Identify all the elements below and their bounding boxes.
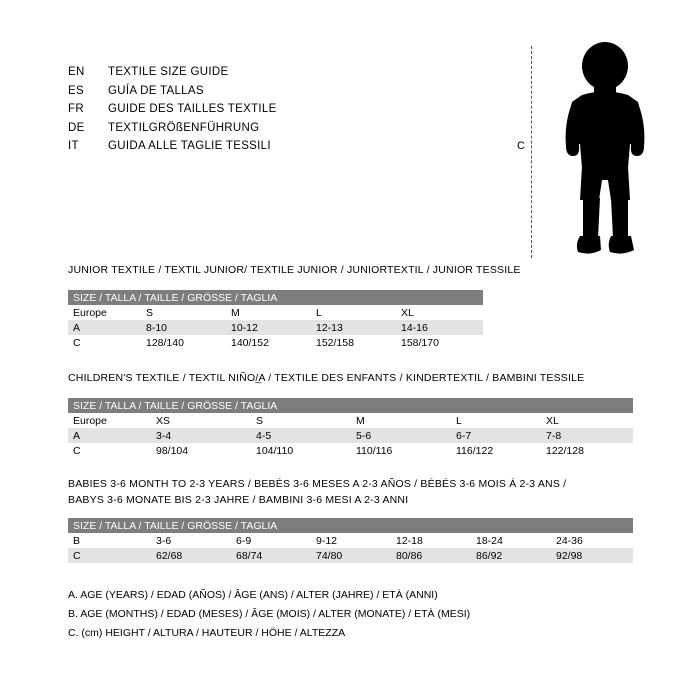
row-label: C bbox=[68, 443, 153, 458]
language-title: GUIDA ALLE TAGLIE TESSILI bbox=[108, 140, 271, 153]
height-measure-line bbox=[531, 46, 532, 258]
language-title: TEXTILE SIZE GUIDE bbox=[108, 66, 229, 79]
row-value: 98/104 bbox=[153, 443, 253, 458]
row-value: 80/86 bbox=[393, 548, 473, 563]
junior-size-table bbox=[68, 290, 483, 350]
table-row bbox=[68, 548, 633, 563]
row-value: L bbox=[453, 413, 543, 428]
language-title: TEXTILGRÖßENFÜHRUNG bbox=[108, 121, 260, 134]
language-title: GUIDE DES TAILLES TEXTILE bbox=[108, 103, 277, 116]
row-value: 122/128 bbox=[543, 443, 633, 458]
row-value: 18-24 bbox=[473, 533, 553, 548]
height-measure-label: C bbox=[517, 140, 525, 152]
row-value: 24-36 bbox=[553, 533, 633, 548]
row-value: 12-13 bbox=[313, 320, 398, 335]
row-value: S bbox=[253, 413, 353, 428]
row-value: S bbox=[143, 305, 228, 320]
row-label: B bbox=[68, 533, 153, 548]
row-value: 3-4 bbox=[153, 428, 253, 443]
table-header-row bbox=[68, 518, 633, 533]
row-value: 92/98 bbox=[553, 548, 633, 563]
row-value: 12-18 bbox=[393, 533, 473, 548]
babies-section-title-line1: BABIES 3-6 MONTH TO 2-3 YEARS / BEBÉS 3-6 MESES A 2-3 AÑOS / BÉBÉS 3-6 MOIS À 2-3 ANS / bbox=[68, 478, 567, 490]
legend-item-a: A. AGE (YEARS) / EDAD (AÑOS) / ÂGE (ANS) / ALTER (JAHRE) / ETÀ (ANNI) bbox=[68, 589, 438, 601]
row-value: 74/80 bbox=[313, 548, 393, 563]
language-row bbox=[68, 119, 277, 138]
row-value: 7-8 bbox=[543, 428, 633, 443]
row-value: 116/122 bbox=[453, 443, 543, 458]
language-row bbox=[68, 63, 277, 82]
language-code: IT bbox=[68, 140, 79, 153]
row-label: A bbox=[68, 320, 143, 335]
row-value: 158/170 bbox=[398, 335, 483, 350]
row-value: M bbox=[353, 413, 453, 428]
row-value: 68/74 bbox=[233, 548, 313, 563]
language-row bbox=[68, 137, 277, 156]
row-value: 140/152 bbox=[228, 335, 313, 350]
row-label: A bbox=[68, 428, 153, 443]
table-row bbox=[68, 335, 483, 350]
children-size-table bbox=[68, 398, 633, 458]
table-row bbox=[68, 443, 633, 458]
row-value: XL bbox=[543, 413, 633, 428]
legend bbox=[68, 586, 470, 643]
row-value: 4-5 bbox=[253, 428, 353, 443]
row-value: XL bbox=[398, 305, 483, 320]
language-code: DE bbox=[68, 121, 85, 134]
language-title: GUÍA DE TALLAS bbox=[108, 84, 204, 97]
table-header-row bbox=[68, 290, 483, 305]
row-value: 14-16 bbox=[398, 320, 483, 335]
row-label: C bbox=[68, 548, 153, 563]
table-row bbox=[68, 413, 633, 428]
row-label: Europe bbox=[68, 305, 143, 320]
table-row bbox=[68, 428, 633, 443]
table-header-row bbox=[68, 398, 633, 413]
babies-size-table bbox=[68, 518, 633, 563]
row-value: L bbox=[313, 305, 398, 320]
size-header-cell: SIZE / TALLA / TAILLE / GRÖSSE / TAGLIA bbox=[68, 290, 483, 305]
junior-section-title: JUNIOR TEXTILE / TEXTIL JUNIOR/ TEXTILE JUNIOR / JUNIORTEXTIL / JUNIOR TESSILE bbox=[68, 264, 521, 276]
row-value: 104/110 bbox=[253, 443, 353, 458]
size-header-cell: SIZE / TALLA / TAILLE / GRÖSSE / TAGLIA bbox=[68, 518, 633, 533]
size-header-cell: SIZE / TALLA / TAILLE / GRÖSSE / TAGLIA bbox=[68, 398, 633, 413]
language-code: ES bbox=[68, 84, 84, 97]
language-row bbox=[68, 100, 277, 119]
language-list bbox=[68, 63, 277, 156]
table-row bbox=[68, 533, 633, 548]
row-value: 86/92 bbox=[473, 548, 553, 563]
row-value: 152/158 bbox=[313, 335, 398, 350]
language-code: FR bbox=[68, 103, 84, 116]
row-value: 128/140 bbox=[143, 335, 228, 350]
language-code: EN bbox=[68, 66, 85, 79]
row-value: 6-7 bbox=[453, 428, 543, 443]
row-label: C bbox=[68, 335, 143, 350]
legend-item-b: B. AGE (MONTHS) / EDAD (MESES) / ÂGE (MOIS) / ALTER (MONATE) / ETÀ (MESI) bbox=[68, 608, 471, 620]
child-silhouette-icon bbox=[542, 40, 672, 262]
row-value: 9-12 bbox=[313, 533, 393, 548]
row-value: 10-12 bbox=[228, 320, 313, 335]
row-value: XS bbox=[153, 413, 253, 428]
row-value: M bbox=[228, 305, 313, 320]
row-value: 5-6 bbox=[353, 428, 453, 443]
row-label: Europe bbox=[68, 413, 153, 428]
legend-item-c: C. (cm) HEIGHT / ALTURA / HAUTEUR / HÖHE / ALTEZZA bbox=[68, 627, 346, 639]
table-row bbox=[68, 305, 483, 320]
children-section-title: CHILDREN'S TEXTILE / TEXTIL NIÑO/̲A / TEXTILE DES ENFANTS / KINDERTEXTIL / BAMBINI TESSILE bbox=[68, 372, 585, 384]
child-figure-diagram bbox=[500, 40, 680, 265]
row-value: 110/116 bbox=[353, 443, 453, 458]
row-value: 8-10 bbox=[143, 320, 228, 335]
row-value: 3-6 bbox=[153, 533, 233, 548]
language-row bbox=[68, 82, 277, 101]
row-value: 6-9 bbox=[233, 533, 313, 548]
babies-section-title-line2: BABYS 3-6 MONATE BIS 2-3 JAHRE / BAMBINI 3-6 MESI A 2-3 ANNI bbox=[68, 494, 409, 506]
table-row bbox=[68, 320, 483, 335]
row-value: 62/68 bbox=[153, 548, 233, 563]
